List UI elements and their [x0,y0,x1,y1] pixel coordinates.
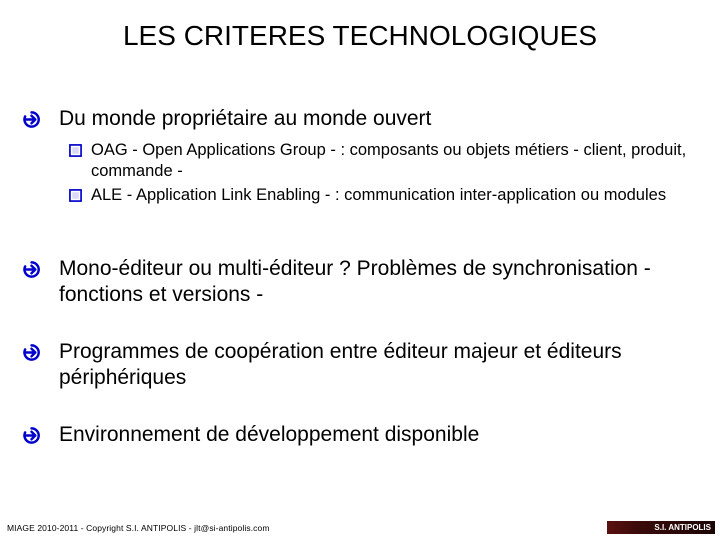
logo-text: S.I. ANTIPOLIS [654,523,711,532]
sub-item-text: ALE - Application Link Enabling - : communication inter-application ou modules [91,186,667,204]
bullet-text: Du monde propriétaire au monde ouvert [59,107,432,130]
arrow-circle-right-icon [22,110,41,129]
bullet-item [22,106,712,132]
square-box-icon [69,144,82,157]
bullet-text: Environnement de développement disponible [59,423,480,446]
bullet-item [22,256,712,308]
sub-item-text: OAG - Open Applications Group - : composants ou objets métiers - client, produit, commande - [91,141,687,180]
bullet-item [22,422,712,448]
arrow-circle-right-icon [22,260,41,279]
bullet-text: Programmes de coopération entre éditeur majeur et éditeurs périphériques [59,340,622,389]
slide-title: LES CRITERES TECHNOLOGIQUES [122,20,598,51]
arrow-circle-right-icon [22,426,41,445]
sub-item [69,140,709,182]
sub-item [69,185,709,206]
square-box-icon [69,189,82,202]
arrow-circle-right-icon [22,343,41,362]
bullet-item [22,339,712,391]
company-logo [607,521,715,534]
bullet-text: Mono-éditeur ou multi-éditeur ? Problèmes de synchronisation - fonctions et versions - [59,257,651,306]
footer-copyright: MIAGE 2010-2011 - Copyright S.I. ANTIPOLIS - jlt@si-antipolis.com [7,523,270,533]
